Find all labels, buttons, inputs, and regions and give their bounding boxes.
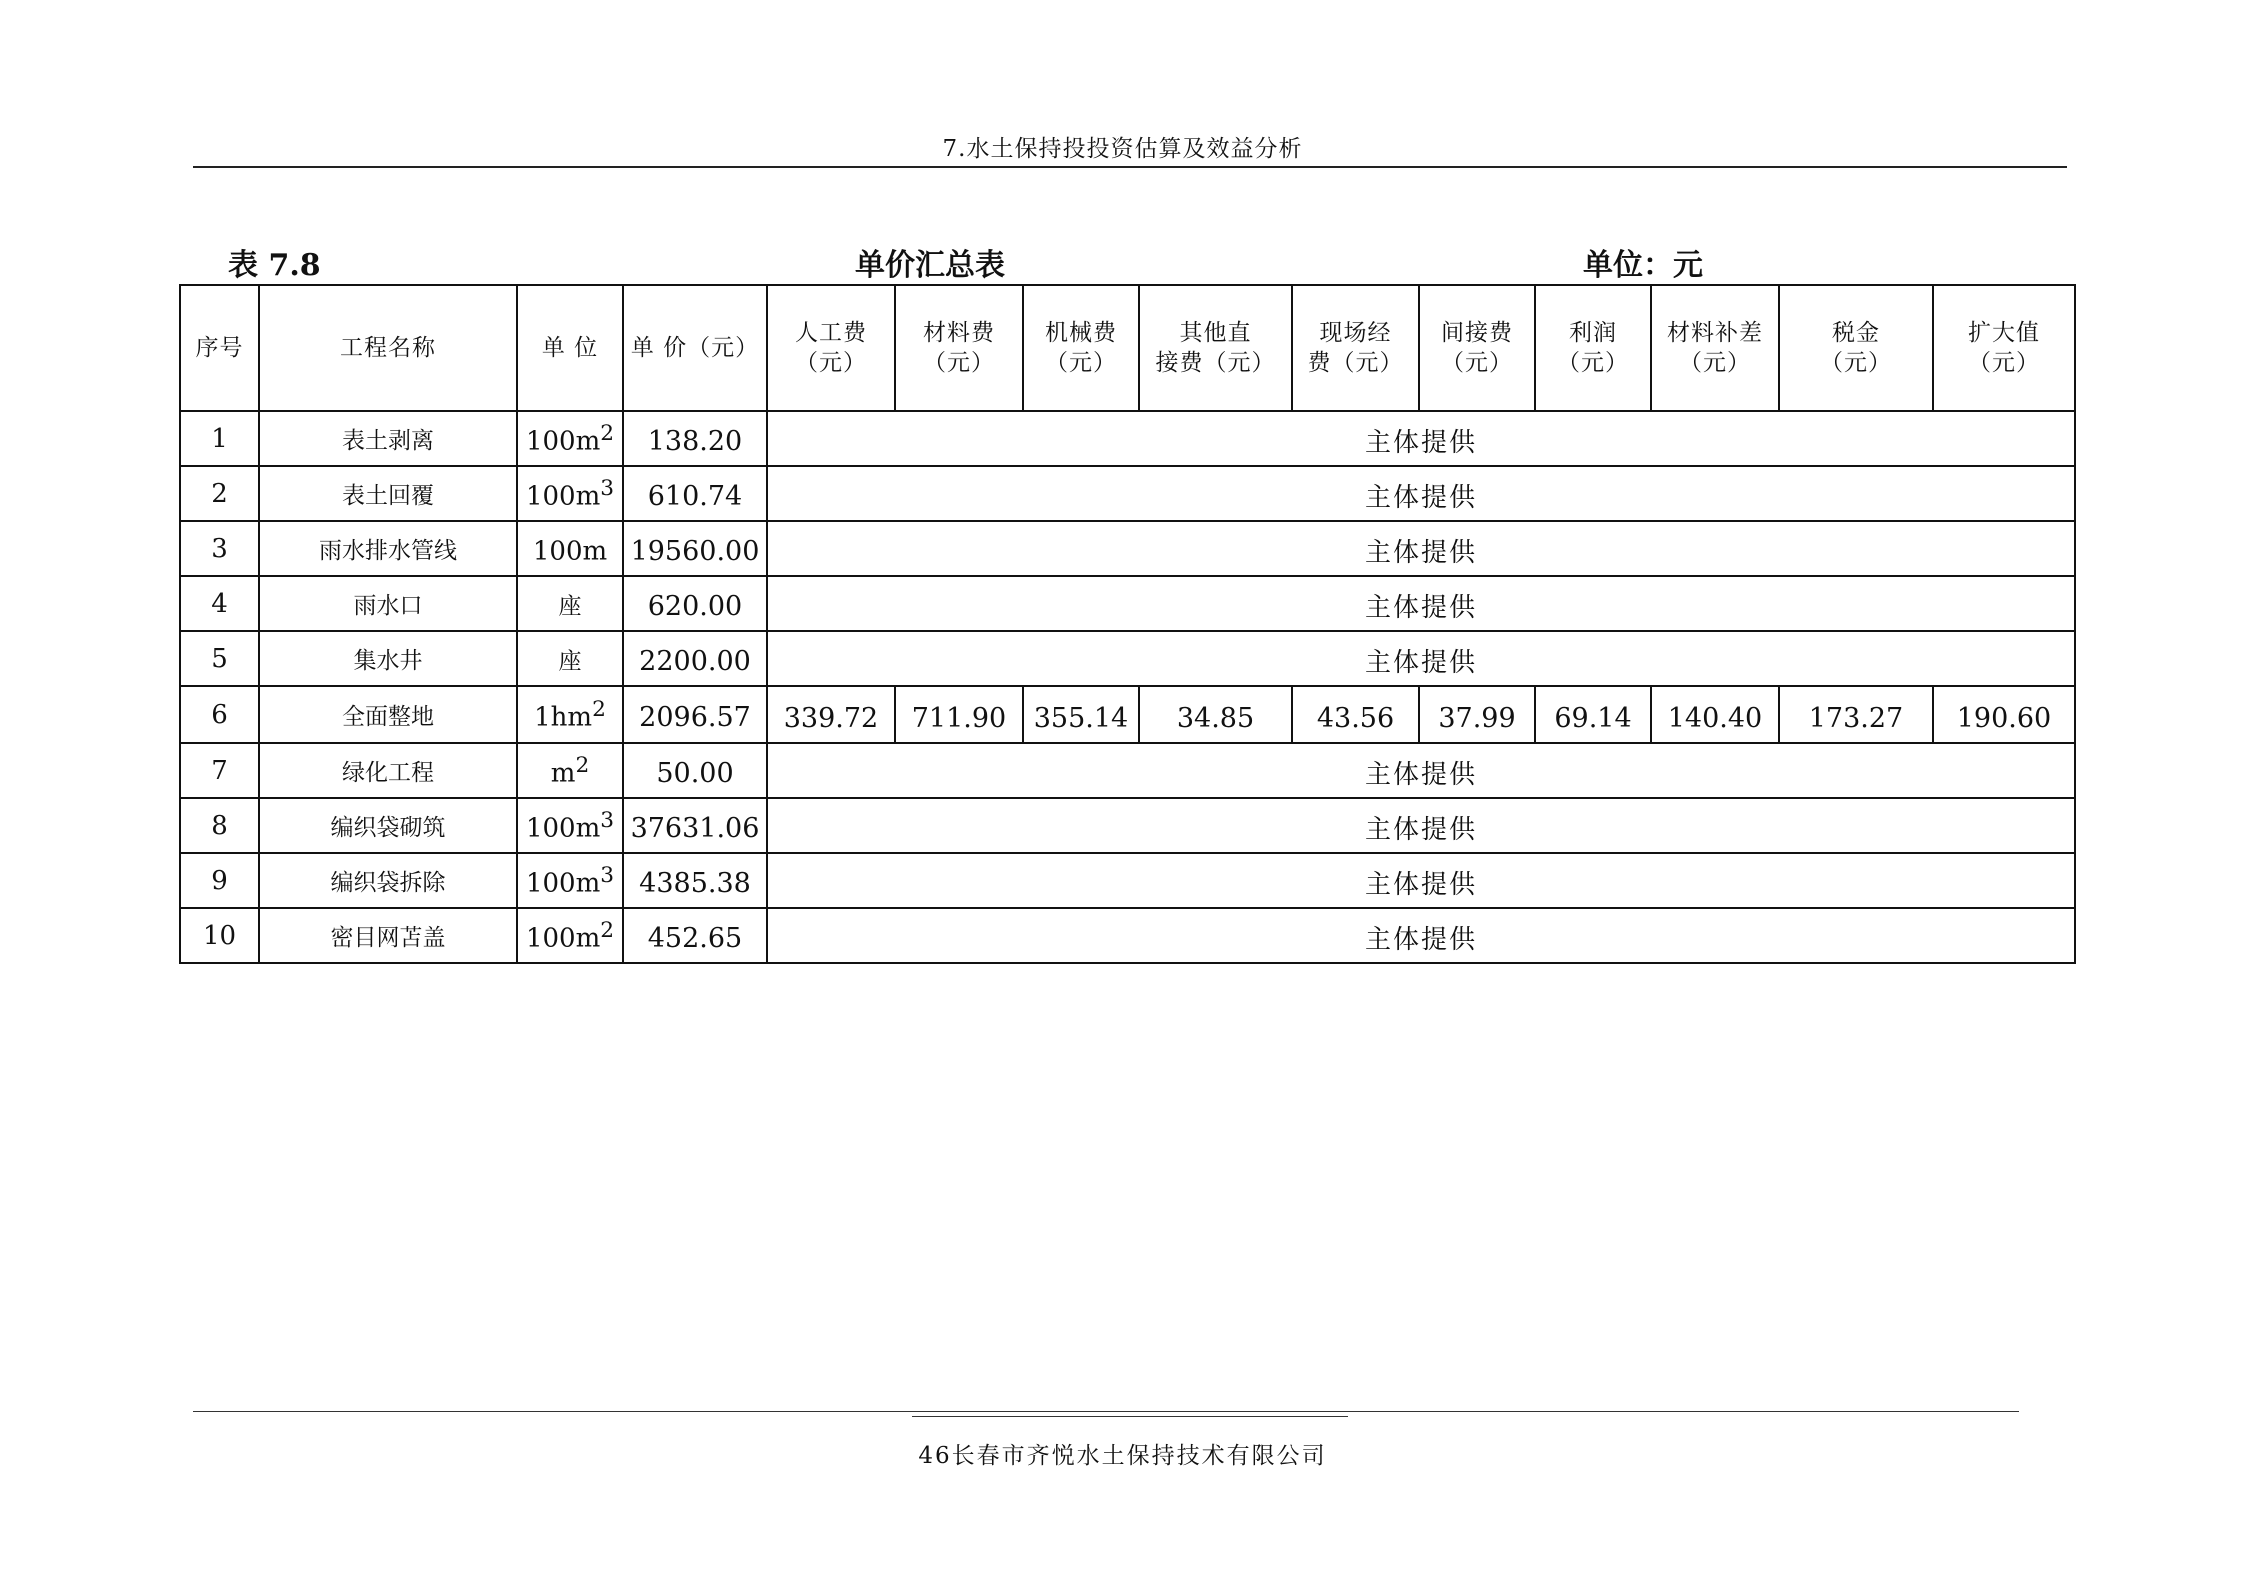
table-number: 表 7.8 [228,248,321,283]
cell-unit [517,686,623,743]
footer-rule-short [912,1416,1348,1417]
cell-seq: 7 [180,743,259,798]
col-label: 接费（元） [1155,350,1276,376]
col-seq: 序号 [180,285,259,411]
cell-note: 主体提供 [767,743,2075,798]
cell-price: 620.00 [623,576,767,631]
cell-material: 711.90 [895,686,1023,743]
unit-base: m [550,758,576,789]
cell-machine: 355.14 [1023,686,1139,743]
unit-base: 座 [558,648,582,675]
unit-sup: 3 [600,475,615,501]
cell-unit [517,743,623,798]
unit-base: 100m [525,813,601,844]
unit-sup: 2 [600,420,615,446]
cell-indirect: 37.99 [1419,686,1535,743]
cell-note: 主体提供 [767,521,2075,576]
col-label: （元） [795,350,867,376]
unit-sup: 2 [600,917,615,943]
page-footer: 46长春市齐悦水土保持技术有限公司 [918,1443,1327,1469]
col-profit [1535,285,1651,411]
cell-price: 50.00 [623,743,767,798]
cell-price: 37631.06 [623,798,767,853]
table-row [180,798,2075,853]
col-labor [767,285,895,411]
cell-site: 43.56 [1292,686,1419,743]
cell-price: 610.74 [623,466,767,521]
cell-seq: 10 [180,908,259,963]
col-label: 材料费 [923,320,995,346]
unit-price-table [179,284,2076,964]
unit-base: 100m [525,923,601,954]
cell-unit [517,521,623,576]
cell-name: 集水井 [259,631,517,686]
cell-unit [517,466,623,521]
col-indirect [1419,285,1535,411]
cell-unit [517,576,623,631]
cell-note: 主体提供 [767,908,2075,963]
cell-expand: 190.60 [1933,686,2075,743]
cell-note: 主体提供 [767,853,2075,908]
unit-sup: 2 [592,696,606,722]
table-row [180,853,2075,908]
col-label: 现场经 [1319,320,1392,346]
col-label: 间接费 [1441,320,1513,346]
cell-note: 主体提供 [767,466,2075,521]
cell-price: 2200.00 [623,631,767,686]
cell-price: 2096.57 [623,686,767,743]
cell-seq: 9 [180,853,259,908]
cell-price: 19560.00 [623,521,767,576]
col-site [1292,285,1419,411]
header-rule [193,166,2067,168]
cell-labor: 339.72 [767,686,895,743]
col-tax [1779,285,1933,411]
col-label: （元） [1820,350,1892,376]
cell-unit [517,631,623,686]
table-title: 单价汇总表 [855,248,1005,283]
cell-seq: 2 [180,466,259,521]
col-label: （元） [1045,350,1117,376]
cell-seq: 4 [180,576,259,631]
table-row [180,631,2075,686]
cell-unit [517,853,623,908]
unit-base: 100m [525,426,601,457]
col-label: 机械费 [1045,320,1117,346]
cell-name: 表土回覆 [259,466,517,521]
cell-name: 雨水排水管线 [259,521,517,576]
cell-seq: 8 [180,798,259,853]
cell-unit [517,411,623,466]
col-label: 其他直 [1179,320,1252,346]
cell-unit [517,798,623,853]
unit-sup: 3 [600,862,615,888]
unit-base: 100m [532,536,608,567]
col-label: 利润 [1569,320,1617,346]
table-row [180,466,2075,521]
cell-name: 雨水口 [259,576,517,631]
table-header-row [180,285,2075,411]
cell-material-diff: 140.40 [1651,686,1779,743]
cell-tax: 173.27 [1779,686,1933,743]
unit-base: 100m [525,481,601,512]
cell-name: 全面整地 [259,686,517,743]
cell-price: 138.20 [623,411,767,466]
cell-unit [517,908,623,963]
cell-note: 主体提供 [767,631,2075,686]
col-label: 人工费 [795,320,867,346]
footer-rule [193,1411,2019,1412]
col-price: 单 价（元） [623,285,767,411]
unit-base: 100m [525,868,601,899]
col-label: （元） [1968,350,2040,376]
table-row [180,521,2075,576]
cell-seq: 6 [180,686,259,743]
unit-base: 座 [558,593,582,620]
col-label: （元） [1679,350,1751,376]
cell-name: 密目网苫盖 [259,908,517,963]
table-row [180,576,2075,631]
col-material [895,285,1023,411]
cell-seq: 3 [180,521,259,576]
col-expand [1933,285,2075,411]
table-row [180,908,2075,963]
cell-name: 编织袋拆除 [259,853,517,908]
unit-sup: 2 [575,752,590,778]
col-other-direct [1139,285,1292,411]
table-row [180,743,2075,798]
cell-note: 主体提供 [767,576,2075,631]
cell-seq: 1 [180,411,259,466]
unit-sup: 3 [600,807,615,833]
col-unit: 单 位 [517,285,623,411]
cell-name: 表土剥离 [259,411,517,466]
cell-price: 4385.38 [623,853,767,908]
table-row [180,411,2075,466]
col-label: （元） [923,350,995,376]
table-row [180,686,2075,743]
cell-note: 主体提供 [767,411,2075,466]
unit-base: 1hm [534,702,593,733]
cell-price: 452.65 [623,908,767,963]
cell-profit: 69.14 [1535,686,1651,743]
table-unit: 单位：元 [1583,248,1703,283]
col-machine [1023,285,1139,411]
cell-note: 主体提供 [767,798,2075,853]
cell-seq: 5 [180,631,259,686]
col-label: 扩大值 [1968,320,2040,346]
col-material-diff [1651,285,1779,411]
col-name: 工程名称 [259,285,517,411]
col-label: 费（元） [1307,350,1404,376]
col-label: 税金 [1832,320,1880,346]
cell-name: 绿化工程 [259,743,517,798]
col-label: （元） [1557,350,1629,376]
cell-name: 编织袋砌筑 [259,798,517,853]
page-header: 7.水土保持投投资估算及效益分析 [942,136,1303,162]
cell-other-direct: 34.85 [1139,686,1292,743]
col-label: 材料补差 [1667,320,1763,346]
col-label: （元） [1441,350,1513,376]
